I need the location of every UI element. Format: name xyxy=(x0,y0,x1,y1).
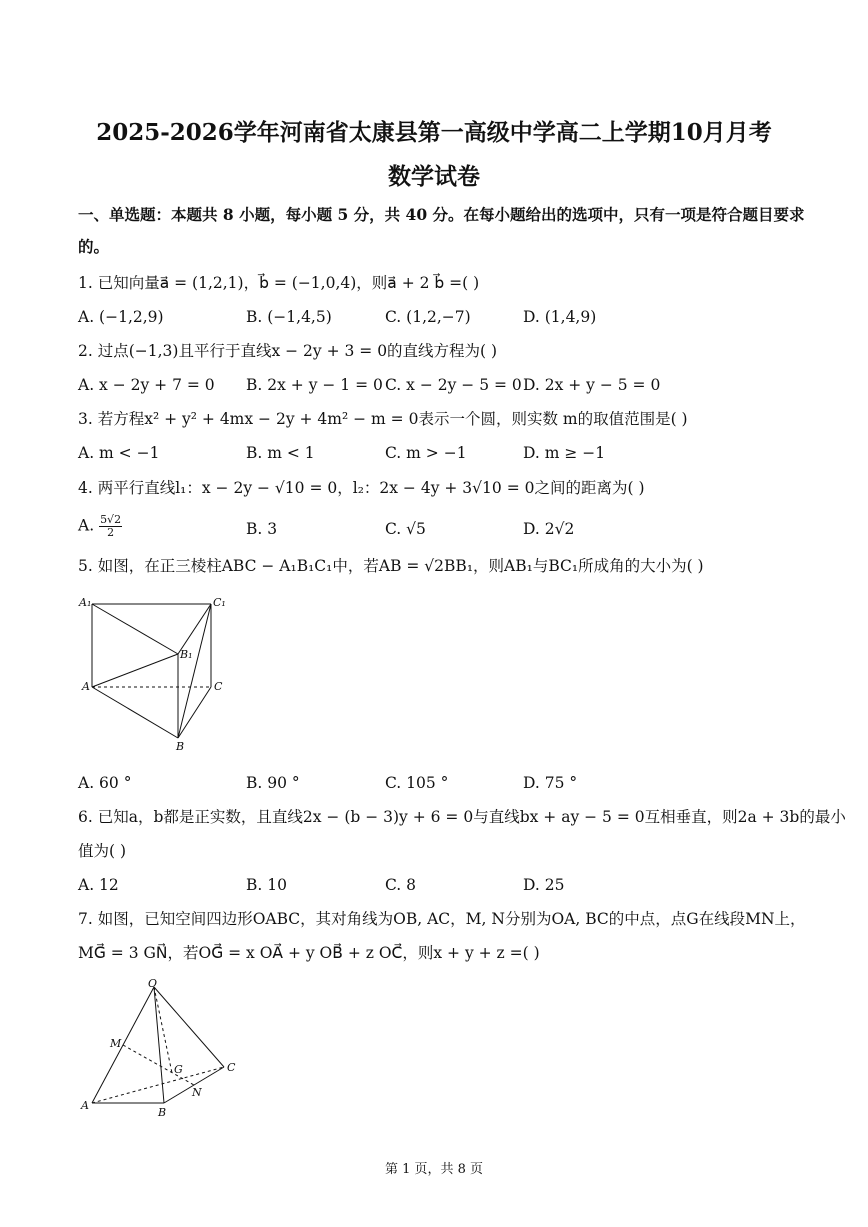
label-m: M xyxy=(110,1037,122,1050)
question-1-stem: 1. 已知向量a⃗ = (1,2,1)，b⃗ = (−1,0,4)，则a⃗ + 2 b⃗ =( ) xyxy=(78,274,480,292)
label-c: C xyxy=(214,680,223,693)
label-c1: C₁ xyxy=(213,596,226,609)
question-1-option-c: C. (1,2,−7) xyxy=(385,308,471,326)
section-heading-cont: 的。 xyxy=(78,237,110,256)
question-5-option-b: B. 90 ° xyxy=(246,774,300,792)
label-b1: B₁ xyxy=(180,648,193,661)
question-4-option-a xyxy=(78,514,122,539)
prism-figure xyxy=(76,592,236,761)
question-1-option-b: B. (−1,4,5) xyxy=(246,308,332,326)
question-5-option-a: A. 60 ° xyxy=(78,774,132,792)
question-5-stem: 5. 如图，在正三棱柱ABC − A₁B₁C₁中，若AB = √2BB₁，则AB₁与BC₁所成角的大小为( ) xyxy=(78,557,704,575)
question-3-option-c: C. m > −1 xyxy=(385,444,467,462)
question-3-option-a: A. m < −1 xyxy=(78,444,160,462)
question-7-stem: 7. 如图，已知空间四边形OABC，其对角线为OB, AC，M, N分别为OA, BC的中点，点G在线段MN上， xyxy=(78,910,806,928)
tetrahedron-figure xyxy=(76,975,246,1127)
tetrahedron-diagram xyxy=(76,975,246,1123)
label-a: A xyxy=(82,680,90,693)
fraction xyxy=(99,514,122,539)
question-4-option-b: B. 3 xyxy=(246,520,278,538)
question-2-option-d: D. 2x + y − 5 = 0 xyxy=(523,376,661,394)
question-4-option-c: C. √5 xyxy=(385,520,426,538)
question-3-option-b: B. m < 1 xyxy=(246,444,315,462)
exam-subtitle: 数学试卷 xyxy=(388,163,480,190)
question-2-stem: 2. 过点(−1,3)且平行于直线x − 2y + 3 = 0的直线方程为( ) xyxy=(78,342,498,360)
fraction-numerator: 5√2 xyxy=(100,513,122,526)
label-o: O xyxy=(148,977,158,990)
question-1-option-a: A. (−1,2,9) xyxy=(78,308,164,326)
label-c: C xyxy=(227,1061,236,1074)
question-6-option-b: B. 10 xyxy=(246,876,287,894)
question-1-option-d: D. (1,4,9) xyxy=(523,308,597,326)
question-6-stem: 6. 已知a，b都是正实数，且直线2x − (b − 3)y + 6 = 0与直线bx + ay − 5 = 0互相垂直，则2a + 3b的最小 xyxy=(78,808,846,826)
question-6-option-d: D. 25 xyxy=(523,876,565,894)
label-b: B xyxy=(158,1106,167,1119)
question-4-stem: 4. 两平行直线l₁：x − 2y − √10 = 0，l₂：2x − 4y + 3√10 = 0之间的距离为( ) xyxy=(78,479,645,497)
question-7-stem-cont: MG⃗ = 3 GN⃗，若OG⃗ = x OA⃗ + y OB⃗ + z OC⃗，则x + y + z =( ) xyxy=(78,944,540,962)
question-2-option-b: B. 2x + y − 1 = 0 xyxy=(246,376,383,394)
page-footer: 第 1 页，共 8 页 xyxy=(384,1162,484,1177)
question-4-option-d: D. 2√2 xyxy=(523,520,575,538)
question-6-option-c: C. 8 xyxy=(385,876,417,894)
label-b: B xyxy=(176,740,185,753)
prism-diagram xyxy=(76,592,236,757)
label-a1: A₁ xyxy=(79,596,92,609)
question-4-option-a-label: A. xyxy=(78,516,95,535)
question-6-option-a: A. 12 xyxy=(78,876,119,894)
question-6-stem-cont: 值为( ) xyxy=(78,842,127,860)
question-5-option-c: C. 105 ° xyxy=(385,774,449,792)
question-3-stem: 3. 若方程x² + y² + 4mx − 2y + 4m² − m = 0表示一个圆，则实数 m的取值范围是( ) xyxy=(78,410,688,428)
label-n: N xyxy=(192,1086,202,1099)
fraction-denominator: 2 xyxy=(107,526,115,539)
question-2-option-c: C. x − 2y − 5 = 0 xyxy=(385,376,522,394)
section-heading: 一、单选题：本题共 8 小题，每小题 5 分，共 40 分。在每小题给出的选项中，只有一项是符合题目要求 xyxy=(78,205,805,224)
exam-title: 2025-2026学年河南省太康县第一高级中学高二上学期10月月考 xyxy=(96,119,772,146)
question-2-option-a: A. x − 2y + 7 = 0 xyxy=(78,376,215,394)
question-3-option-d: D. m ≥ −1 xyxy=(523,444,606,462)
label-a: A xyxy=(81,1099,89,1112)
question-5-option-d: D. 75 ° xyxy=(523,774,578,792)
label-g: G xyxy=(174,1063,183,1076)
